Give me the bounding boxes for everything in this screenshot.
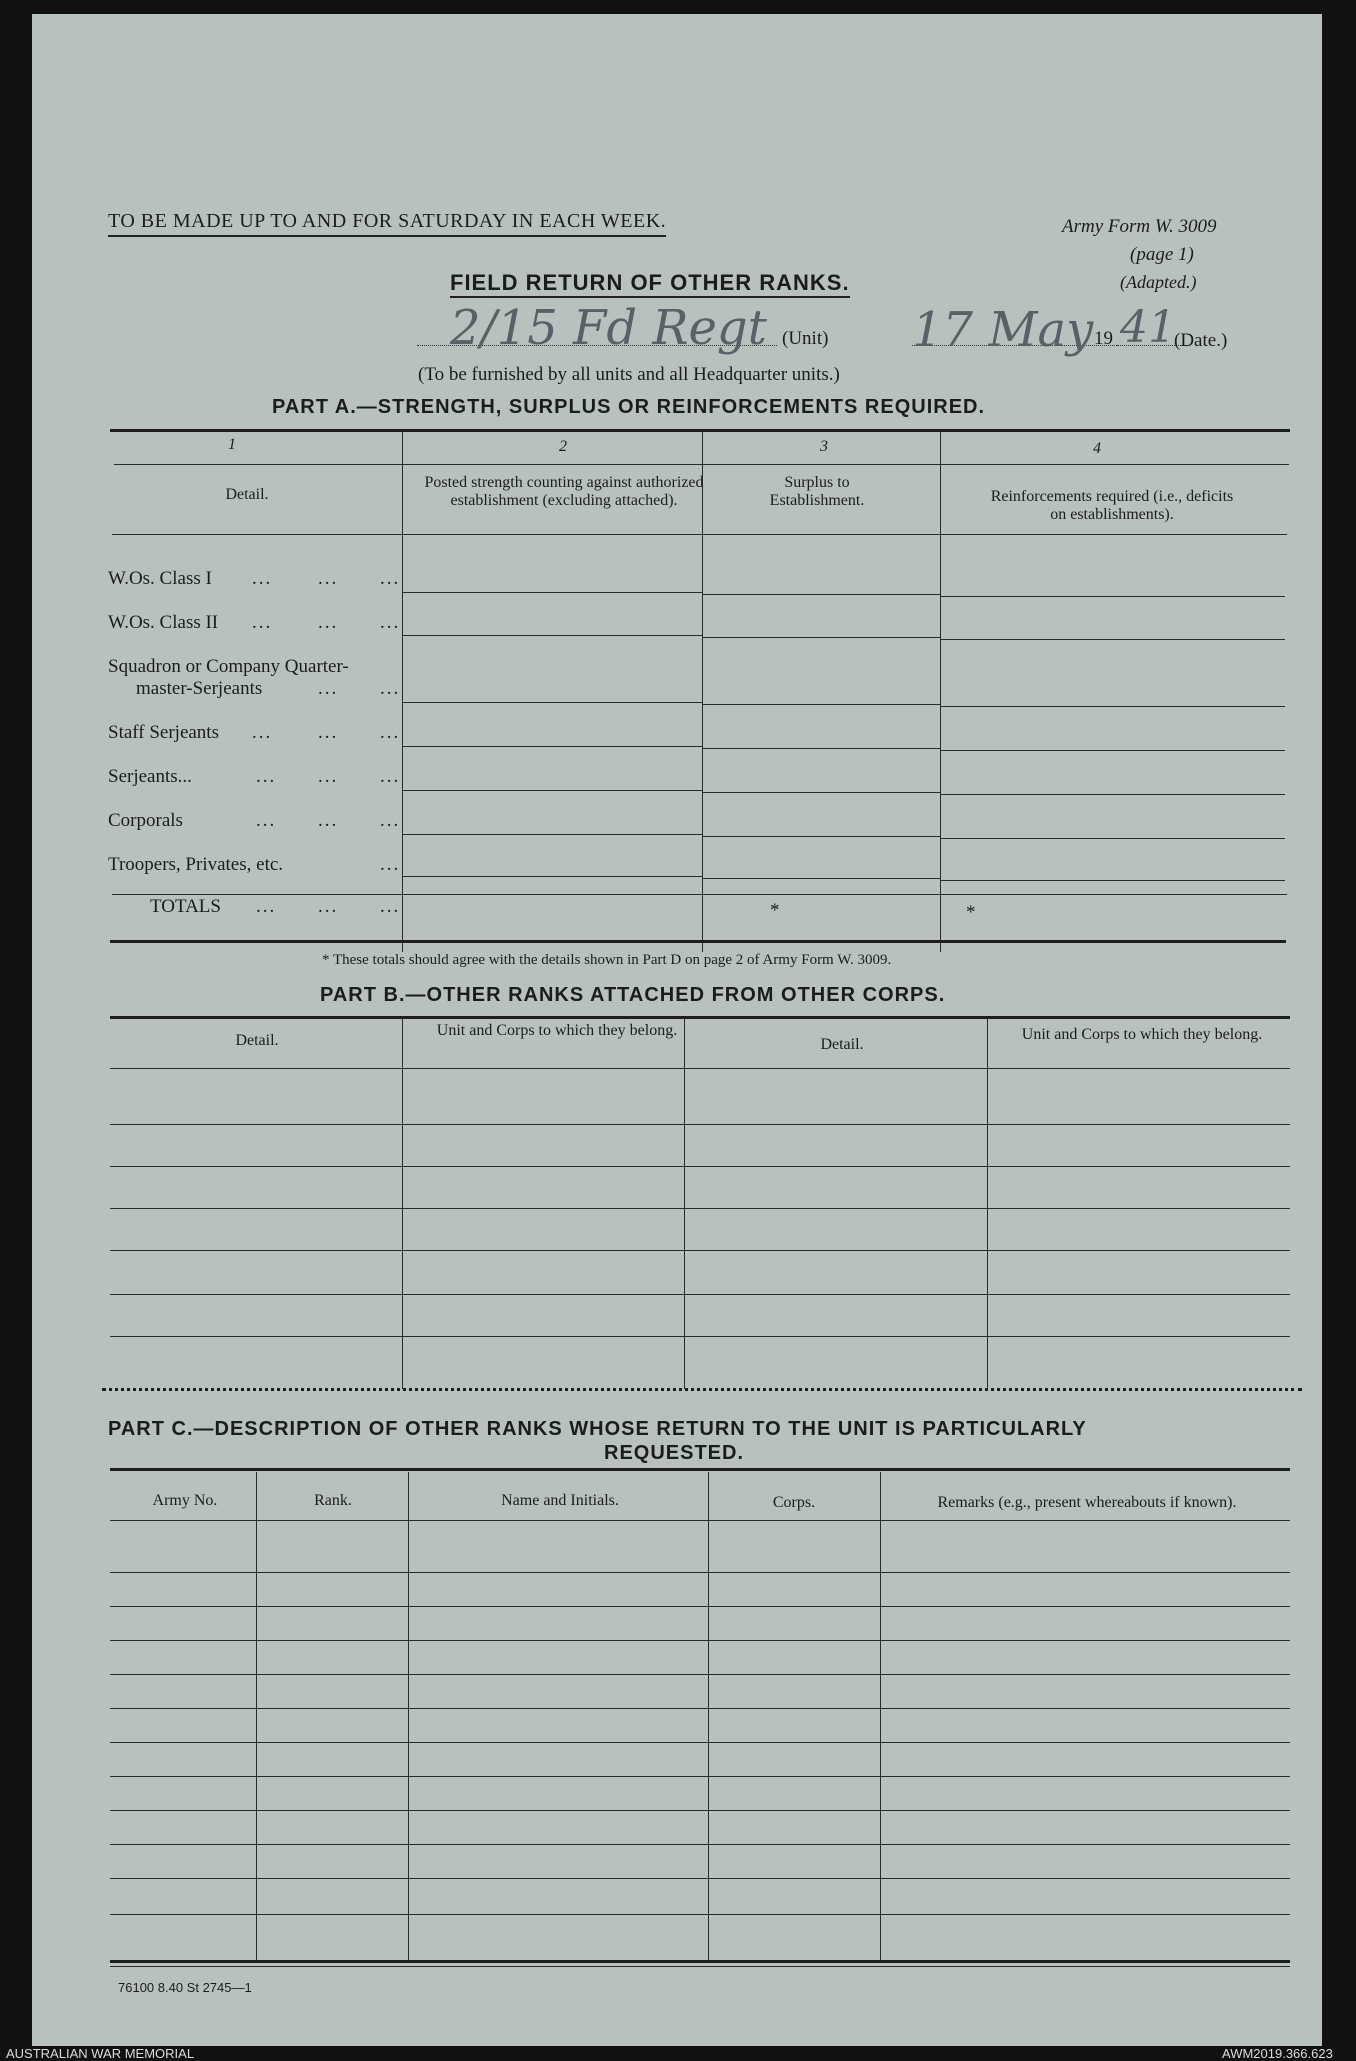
row-label-cqms-line2: master-Serjeants <box>136 678 263 699</box>
row-rule <box>702 637 940 638</box>
row-label-cqms-line1: Squadron or Company Quarter- <box>108 656 349 677</box>
part-c-row-rule <box>110 1776 1290 1777</box>
part-c-title-cont: REQUESTED. <box>604 1442 745 1464</box>
row-label-corporals: Corporals <box>108 810 183 831</box>
part-b-row-rule <box>110 1124 1290 1125</box>
form-adapted: (Adapted.) <box>1120 272 1197 292</box>
row-rule <box>702 748 940 749</box>
row-dots: ... <box>252 568 273 589</box>
row-dots: ... <box>318 568 339 589</box>
part-c-row-rule <box>110 1742 1290 1743</box>
part-a-col-number: 1 <box>228 436 236 453</box>
row-label-wo-class-2: W.Os. Class II <box>108 612 219 633</box>
row-rule <box>402 746 702 747</box>
part-a-title: PART A.—STRENGTH, SURPLUS OR REINFORCEMENTS REQUIRED. <box>272 396 986 418</box>
row-rule <box>402 876 702 877</box>
part-c-col-divider <box>880 1472 881 1962</box>
part-c-row-rule <box>110 1878 1290 1879</box>
part-c-col-header-army-no: Army No. <box>152 1492 218 1509</box>
part-b-row-rule <box>110 1294 1290 1295</box>
row-dots: ... <box>318 678 339 699</box>
row-rule <box>702 792 940 793</box>
part-c-col-header-corps: Corps. <box>772 1494 816 1511</box>
form-title: FIELD RETURN OF OTHER RANKS. <box>450 270 850 298</box>
row-rule <box>402 834 702 835</box>
part-c-row-rule <box>110 1606 1290 1607</box>
row-label-troopers: Troopers, Privates, etc. <box>108 854 284 875</box>
part-c-col-header-rank: Rank. <box>314 1492 352 1509</box>
row-dots: ... <box>380 810 401 831</box>
caption-left: AUSTRALIAN WAR MEMORIAL <box>6 2046 195 2061</box>
part-c-top-rule <box>110 1468 1290 1471</box>
part-b-title: PART B.—OTHER RANKS ATTACHED FROM OTHER CORPS. <box>320 984 946 1006</box>
row-dots: ... <box>318 766 339 787</box>
part-c-col-header-name: Name and Initials. <box>501 1492 619 1509</box>
row-rule <box>702 836 940 837</box>
row-label-totals: TOTALS <box>150 896 221 917</box>
part-a-col-divider <box>702 432 703 952</box>
part-a-col-number: 4 <box>1093 440 1101 457</box>
part-c-col-divider <box>408 1472 409 1962</box>
row-rule <box>402 702 702 703</box>
part-a-col-header-reinforcements: Reinforcements required (i.e., deficits on establishments). <box>990 488 1234 523</box>
row-rule <box>940 706 1285 707</box>
form-id: Army Form W. 3009 <box>1062 216 1217 237</box>
part-c-row-rule <box>110 1708 1290 1709</box>
part-c-title: PART C.—DESCRIPTION OF OTHER RANKS WHOSE RETURN TO THE UNIT IS PARTICULARLY <box>108 1418 1087 1440</box>
row-rule <box>702 594 940 595</box>
totals-asterisk: * <box>966 902 976 923</box>
form-page: (page 1) <box>1130 244 1194 265</box>
unit-handwritten: 2/15 Fd Regt <box>450 300 767 356</box>
part-b-top-rule <box>110 1016 1290 1019</box>
part-a-col-divider <box>940 432 941 952</box>
part-b-row-rule <box>110 1336 1290 1337</box>
row-dots: ... <box>252 612 273 633</box>
part-a-col-header-posted: Posted strength counting against authorized establishment (excluding attached). <box>424 474 704 509</box>
print-code: 76100 8.40 St 2745—1 <box>118 1980 252 1995</box>
part-b-col-divider <box>402 1019 403 1389</box>
part-b-col-header-unit: Unit and Corps to which they belong. <box>436 1022 678 1039</box>
part-b-col-header-unit: Unit and Corps to which they belong. <box>1021 1026 1263 1043</box>
row-rule <box>402 790 702 791</box>
furnished-note: (To be furnished by all units and all Headquarter units.) <box>418 364 840 385</box>
part-c-row-rule <box>110 1640 1290 1641</box>
part-a-col-number: 2 <box>559 438 567 455</box>
part-a-bottom-rule <box>110 940 1286 943</box>
row-dots: ... <box>318 722 339 743</box>
row-rule <box>402 592 702 593</box>
row-dots: ... <box>380 766 401 787</box>
totals-top-rule <box>112 894 1287 895</box>
part-c-col-header-remarks: Remarks (e.g., present whereabouts if known). <box>937 1494 1237 1511</box>
row-rule <box>940 794 1285 795</box>
row-label-staff-serjeants: Staff Serjeants <box>108 722 219 743</box>
row-rule <box>402 635 702 636</box>
part-c-row-rule <box>110 1572 1290 1573</box>
part-b-row-rule <box>110 1208 1290 1209</box>
row-rule <box>940 838 1285 839</box>
part-a-col-divider <box>402 432 403 952</box>
row-rule <box>702 878 940 879</box>
year-prefix: 19 <box>1094 328 1113 349</box>
part-c-row-rule <box>110 1810 1290 1811</box>
part-a-top-rule <box>110 429 1290 432</box>
row-rule <box>940 750 1285 751</box>
part-b-row-rule <box>110 1166 1290 1167</box>
row-dots: ... <box>380 568 401 589</box>
row-dots: ... <box>380 612 401 633</box>
year-handwritten: 41 <box>1120 302 1176 353</box>
form-sheet <box>32 14 1322 2046</box>
part-a-col-header-surplus: Surplus to Establishment. <box>769 474 865 509</box>
part-c-row-rule <box>110 1914 1290 1915</box>
row-dots: ... <box>256 810 277 831</box>
part-a-footnote: * These totals should agree with the details shown in Part D on page 2 of Army Form W. 3009. <box>322 952 892 968</box>
perforation-line <box>102 1388 1302 1391</box>
part-b-col-divider <box>684 1019 685 1389</box>
part-c-col-divider <box>256 1472 257 1962</box>
row-rule <box>940 596 1285 597</box>
row-dots: ... <box>380 896 401 917</box>
row-dots: ... <box>256 766 277 787</box>
part-a-col-header-detail: Detail. <box>225 486 269 503</box>
date-handwritten: 17 May <box>912 302 1094 358</box>
part-b-row-rule <box>110 1250 1290 1251</box>
part-c-col-divider <box>708 1472 709 1962</box>
form-instruction: TO BE MADE UP TO AND FOR SATURDAY IN EACH WEEK. <box>108 210 666 237</box>
row-dots: ... <box>318 810 339 831</box>
date-label: (Date.) <box>1174 330 1228 351</box>
row-dots: ... <box>380 722 401 743</box>
part-b-header-rule <box>110 1068 1290 1069</box>
part-c-row-rule <box>110 1844 1290 1845</box>
row-dots: ... <box>380 678 401 699</box>
unit-label: (Unit) <box>782 328 829 349</box>
row-dots: ... <box>380 854 401 875</box>
row-dots: ... <box>318 612 339 633</box>
row-label-serjeants: Serjeants... <box>108 766 192 787</box>
row-dots: ... <box>252 722 273 743</box>
part-b-col-divider <box>987 1019 988 1389</box>
part-b-col-header-detail: Detail. <box>820 1036 864 1053</box>
caption-right: AWM2019.366.623 <box>1222 2046 1333 2061</box>
part-b-col-header-detail: Detail. <box>235 1032 279 1049</box>
row-rule <box>940 639 1285 640</box>
row-dots: ... <box>256 896 277 917</box>
row-label-wo-class-1: W.Os. Class I <box>108 568 212 589</box>
row-rule <box>940 880 1285 881</box>
part-c-row-rule <box>110 1674 1290 1675</box>
part-c-bottom-rule <box>110 1966 1290 1967</box>
totals-asterisk: * <box>770 900 780 921</box>
row-dots: ... <box>318 896 339 917</box>
part-c-bottom-rule <box>110 1960 1290 1963</box>
part-c-header-rule <box>110 1520 1290 1521</box>
row-rule <box>702 704 940 705</box>
part-a-col-number: 3 <box>820 438 828 455</box>
part-a-header-rule <box>112 534 1287 535</box>
